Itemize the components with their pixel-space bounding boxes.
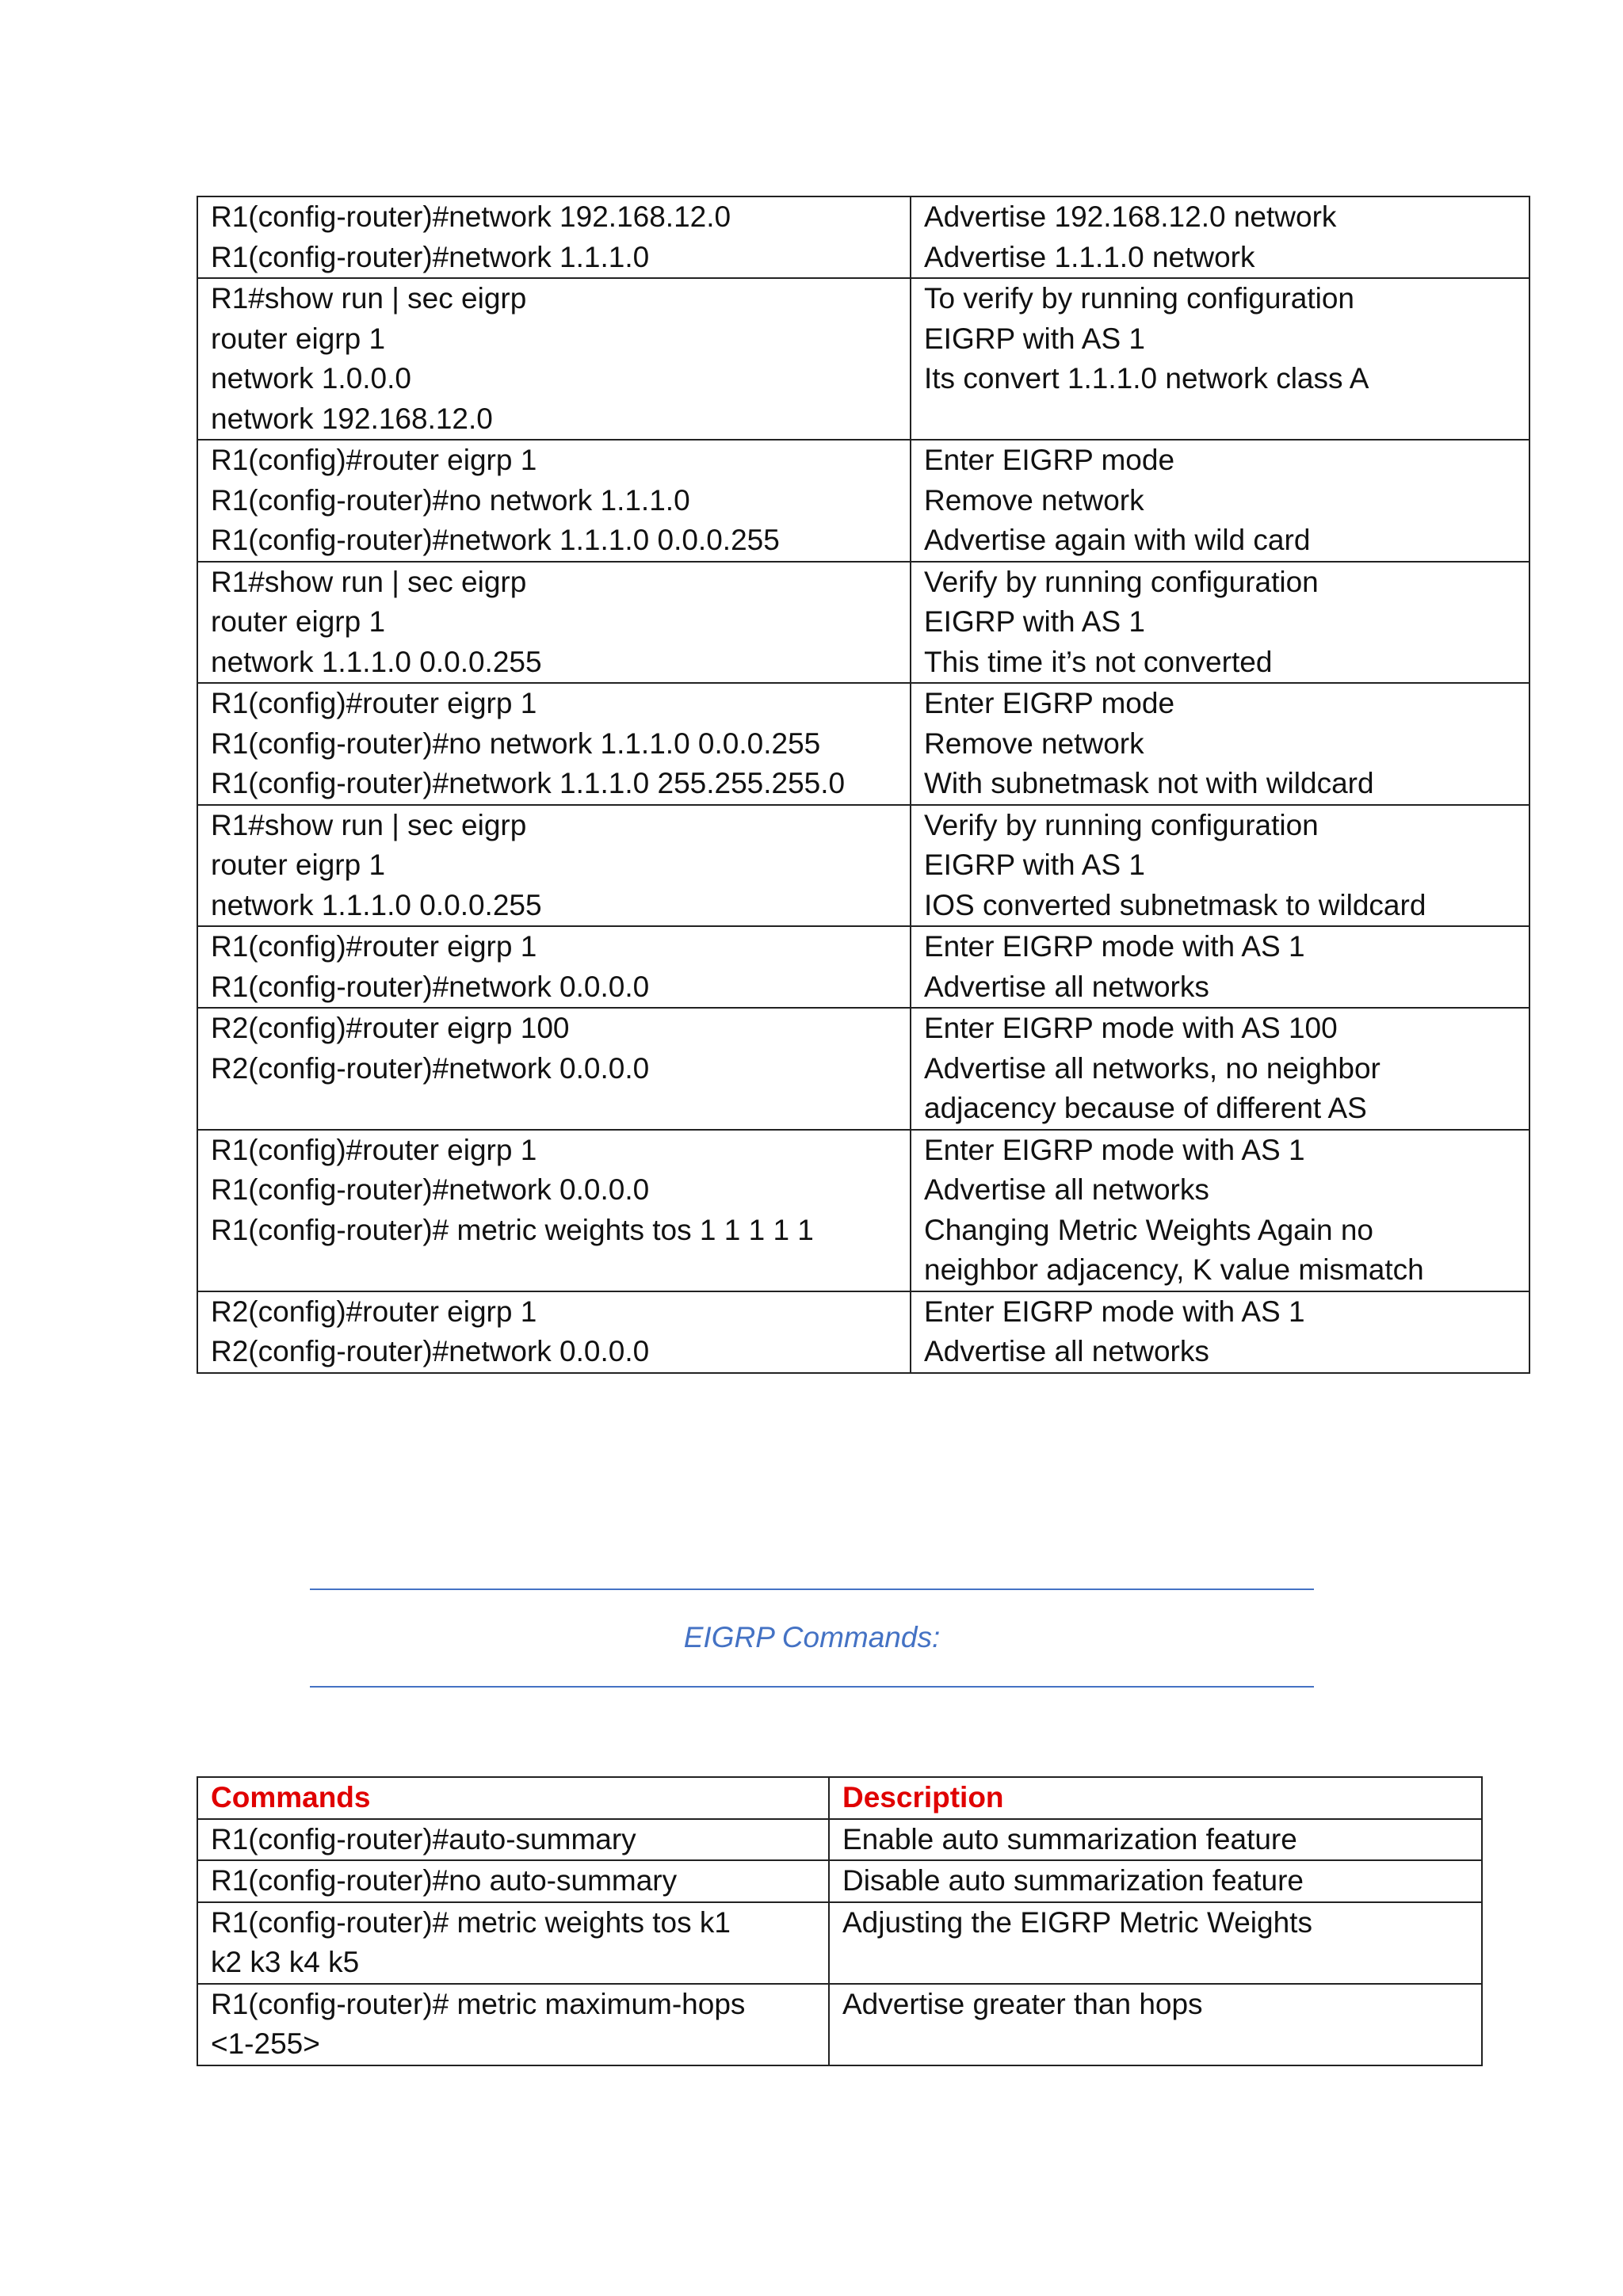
command-line: R1(config-router)#network 0.0.0.0 bbox=[211, 970, 650, 1003]
description-line: To verify by running configuration bbox=[924, 282, 1354, 315]
table-row bbox=[197, 926, 1529, 1008]
table-header-row bbox=[197, 1777, 1482, 1819]
command-line: R1(config-router)#network 1.1.1.0 bbox=[211, 240, 650, 273]
description-line: Changing Metric Weights Again no bbox=[924, 1213, 1373, 1246]
description-cell bbox=[911, 1008, 1529, 1130]
command-line: R1(config)#router eigrp 1 bbox=[211, 930, 537, 963]
description-cell bbox=[911, 1291, 1529, 1373]
description-line: Verify by running configuration bbox=[924, 565, 1319, 598]
command-line: R1(config)#router eigrp 1 bbox=[211, 444, 537, 476]
command-line: k2 k3 k4 k5 bbox=[211, 1946, 360, 1978]
description-line: Advertise 1.1.1.0 network bbox=[924, 240, 1255, 273]
command-line: R2(config-router)#network 0.0.0.0 bbox=[211, 1051, 650, 1085]
command-line: R1(config-router)# metric maximum-hops bbox=[211, 1987, 746, 2020]
table-row bbox=[197, 1008, 1529, 1130]
command-cell bbox=[197, 805, 911, 927]
table-row bbox=[197, 278, 1529, 440]
description-cell: Enable auto summarization feature bbox=[829, 1819, 1482, 1861]
description-line: Remove network bbox=[924, 727, 1144, 760]
description-line: Enter EIGRP mode with AS 100 bbox=[924, 1012, 1338, 1044]
section-divider-bottom bbox=[310, 1686, 1314, 1688]
description-line: Verify by running configuration bbox=[924, 808, 1319, 841]
command-cell bbox=[197, 1902, 829, 1984]
description-line: Advertise again with wild card bbox=[924, 524, 1311, 556]
command-line: router eigrp 1 bbox=[211, 605, 386, 638]
command-line: R1(config-router)# metric weights tos 1 1 1 1 1 bbox=[211, 1213, 814, 1246]
table-row bbox=[197, 1130, 1529, 1291]
description-cell bbox=[911, 278, 1529, 440]
command-cell bbox=[197, 926, 911, 1008]
description-cell bbox=[911, 1130, 1529, 1291]
table-row bbox=[197, 1860, 1482, 1902]
command-cell bbox=[197, 1984, 829, 2065]
table-row bbox=[197, 1819, 1482, 1861]
command-line: R1(config-router)#no network 1.1.1.0 bbox=[211, 483, 690, 517]
description-cell bbox=[911, 805, 1529, 927]
command-line: R1(config)#router eigrp 1 bbox=[211, 687, 537, 719]
description-line: Advertise all networks bbox=[924, 1335, 1209, 1367]
command-line: R1(config-router)#network 192.168.12.0 bbox=[211, 200, 731, 233]
command-line: R2(config)#router eigrp 1 bbox=[211, 1295, 537, 1328]
command-line: R1(config-router)#no network 1.1.1.0 0.0.0.255 bbox=[211, 727, 821, 760]
description-line: This time it’s not converted bbox=[924, 645, 1273, 678]
eigrp-config-table bbox=[197, 196, 1530, 1374]
table-row bbox=[197, 683, 1529, 805]
description-cell bbox=[911, 562, 1529, 684]
table-row bbox=[197, 1291, 1529, 1373]
description-line: Advertise all networks bbox=[924, 1173, 1209, 1206]
command-line: R2(config-router)#network 0.0.0.0 bbox=[211, 1335, 650, 1367]
command-cell bbox=[197, 196, 911, 278]
command-cell bbox=[197, 1860, 829, 1902]
command-line: R1(config)#router eigrp 1 bbox=[211, 1133, 537, 1166]
description-line: Advertise all networks bbox=[924, 970, 1209, 1003]
command-line: R2(config)#router eigrp 100 bbox=[211, 1012, 570, 1044]
command-line: R1#show run | sec eigrp bbox=[211, 282, 527, 315]
description-line: Enter EIGRP mode bbox=[924, 687, 1175, 719]
description-cell bbox=[911, 440, 1529, 562]
command-line: R1(config-router)# metric weights tos k1 bbox=[211, 1905, 731, 1939]
command-cell bbox=[197, 440, 911, 562]
description-line: With subnetmask not with wildcard bbox=[924, 767, 1374, 799]
command-line: router eigrp 1 bbox=[211, 849, 386, 881]
description-line: adjacency because of different AS bbox=[924, 1092, 1367, 1124]
description-line: EIGRP with AS 1 bbox=[924, 849, 1145, 881]
description-line: Its convert 1.1.1.0 network class A bbox=[924, 362, 1369, 395]
command-line: R1#show run | sec eigrp bbox=[211, 565, 527, 598]
command-line: <1-255> bbox=[211, 2027, 320, 2060]
description-line: neighbor adjacency, K value mismatch bbox=[924, 1253, 1424, 1286]
command-line: R1(config-router)#no auto-summary bbox=[211, 1864, 678, 1897]
table-row bbox=[197, 1902, 1482, 1984]
command-cell bbox=[197, 1130, 911, 1291]
command-cell bbox=[197, 278, 911, 440]
table-row bbox=[197, 562, 1529, 684]
table-row bbox=[197, 440, 1529, 562]
table-row bbox=[197, 805, 1529, 927]
command-cell bbox=[197, 1291, 911, 1373]
description-line: EIGRP with AS 1 bbox=[924, 605, 1145, 638]
command-line: network 1.1.1.0 0.0.0.255 bbox=[211, 888, 542, 921]
header-commands: Commands bbox=[197, 1777, 829, 1819]
table-row bbox=[197, 196, 1529, 278]
section-divider-top bbox=[310, 1589, 1314, 1590]
description-line: Advertise all networks, no neighbor bbox=[924, 1051, 1381, 1085]
description-line: Enter EIGRP mode with AS 1 bbox=[924, 1133, 1305, 1166]
description-line: Remove network bbox=[924, 483, 1144, 517]
description-line: Enter EIGRP mode with AS 1 bbox=[924, 930, 1305, 963]
description-cell bbox=[911, 683, 1529, 805]
description-line: Enter EIGRP mode bbox=[924, 444, 1175, 476]
command-line: R1#show run | sec eigrp bbox=[211, 808, 527, 841]
header-description: Description bbox=[829, 1777, 1482, 1819]
command-cell bbox=[197, 683, 911, 805]
description-cell: Disable auto summarization feature bbox=[829, 1860, 1482, 1902]
description-line: Advertise 192.168.12.0 network bbox=[924, 200, 1337, 233]
description-cell bbox=[911, 196, 1529, 278]
command-line: network 1.0.0.0 bbox=[211, 362, 411, 395]
description-line: Enter EIGRP mode with AS 1 bbox=[924, 1295, 1305, 1328]
command-line: network 1.1.1.0 0.0.0.255 bbox=[211, 645, 542, 678]
eigrp-commands-table bbox=[197, 1776, 1483, 2066]
table-row bbox=[197, 1984, 1482, 2065]
command-cell bbox=[197, 562, 911, 684]
description-line: EIGRP with AS 1 bbox=[924, 322, 1145, 355]
command-line: network 192.168.12.0 bbox=[211, 402, 493, 435]
command-line: R1(config-router)#network 1.1.1.0 255.255.255.0 bbox=[211, 767, 846, 799]
command-cell bbox=[197, 1819, 829, 1861]
description-line: IOS converted subnetmask to wildcard bbox=[924, 888, 1426, 921]
description-cell: Adjusting the EIGRP Metric Weights bbox=[829, 1902, 1482, 1984]
command-line: router eigrp 1 bbox=[211, 322, 386, 355]
command-line: R1(config-router)#auto-summary bbox=[211, 1822, 636, 1855]
description-cell: Advertise greater than hops bbox=[829, 1984, 1482, 2065]
description-cell bbox=[911, 926, 1529, 1008]
section-title: EIGRP Commands: bbox=[683, 1621, 941, 1653]
command-line: R1(config-router)#network 1.1.1.0 0.0.0.255 bbox=[211, 524, 780, 556]
command-cell bbox=[197, 1008, 911, 1130]
command-line: R1(config-router)#network 0.0.0.0 bbox=[211, 1173, 650, 1206]
